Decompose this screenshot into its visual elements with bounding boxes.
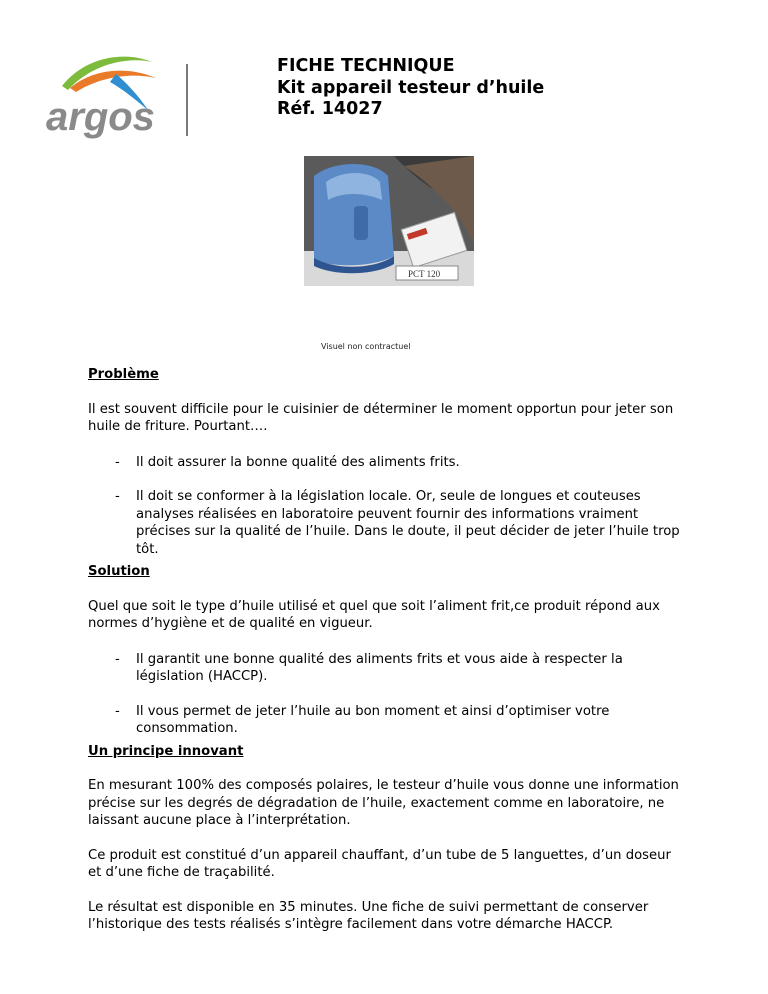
solution-intro: Quel que soit le type d’huile utilisé et quel que soit l’aliment frit,ce produit répond aux normes d’hygiène et de qualité en vigueur. <box>88 598 660 631</box>
document-title <box>277 56 544 121</box>
argos-logo <box>44 52 174 142</box>
title-line-1: FICHE TECHNIQUE <box>277 56 455 76</box>
heading-principe: Un principe innovant <box>88 743 244 759</box>
bullet-text: Il garantit une bonne qualité des aliments frits et vous aide à respecter la législation (HACCP). <box>136 651 623 684</box>
logo-wordmark: argos <box>46 95 155 139</box>
bullet-dash: - <box>115 454 120 470</box>
principe-paragraph-2: Ce produit est constitué d’un appareil chauffant, d’un tube de 5 languettes, d’un doseur et d’une fiche de traçabilité. <box>88 847 671 880</box>
principe-paragraph-3: Le résultat est disponible en 35 minutes. Une fiche de suivi permettant de conserver l’historique des tests réalisés s’intègre facilement dans votre démarche HACCP. <box>88 899 649 932</box>
probleme-bullet-1 <box>88 454 688 472</box>
header-divider <box>186 64 188 136</box>
bullet-text: Il doit se conformer à la législation locale. Or, seule de longues et couteuses analyses réalisées en laboratoire peuvent fournir des informations vraiment précises sur la qualité de l’huile. Dans le doute, il peut décider de jeter l’huile trop tôt. <box>136 489 680 557</box>
heading-probleme: Problème <box>88 367 159 382</box>
bullet-dash: - <box>115 489 120 504</box>
bullet-dash: - <box>115 703 120 719</box>
document-body <box>88 366 688 934</box>
image-caption: Visuel non contractuel <box>321 342 411 351</box>
product-photo <box>304 156 474 286</box>
bullet-text: Il vous permet de jeter l’huile au bon moment et ainsi d’optimiser votre consommation. <box>136 703 610 736</box>
heading-solution: Solution <box>88 564 150 579</box>
probleme-bullet-2 <box>88 488 688 558</box>
probleme-intro: Il est souvent difficile pour le cuisinier de déterminer le moment opportun pour jeter son huile de friture. Pourtant…. <box>88 401 674 434</box>
strip-label: PCT 120 <box>408 269 441 279</box>
solution-bullet-1 <box>88 651 688 686</box>
title-line-3: Réf. 14027 <box>277 99 383 119</box>
title-line-2: Kit appareil testeur d’huile <box>277 77 545 98</box>
principe-paragraph-1: En mesurant 100% des composés polaires, le testeur d’huile vous donne une information précise sur les degrés de dégradation de l’huile, exactement comme en laboratoire, ne laissant aucune place à l’interprétation. <box>88 778 679 828</box>
solution-bullet-2 <box>88 703 688 738</box>
bullet-text: Il doit assurer la bonne qualité des aliments frits. <box>136 454 460 470</box>
bullet-dash: - <box>115 651 120 667</box>
